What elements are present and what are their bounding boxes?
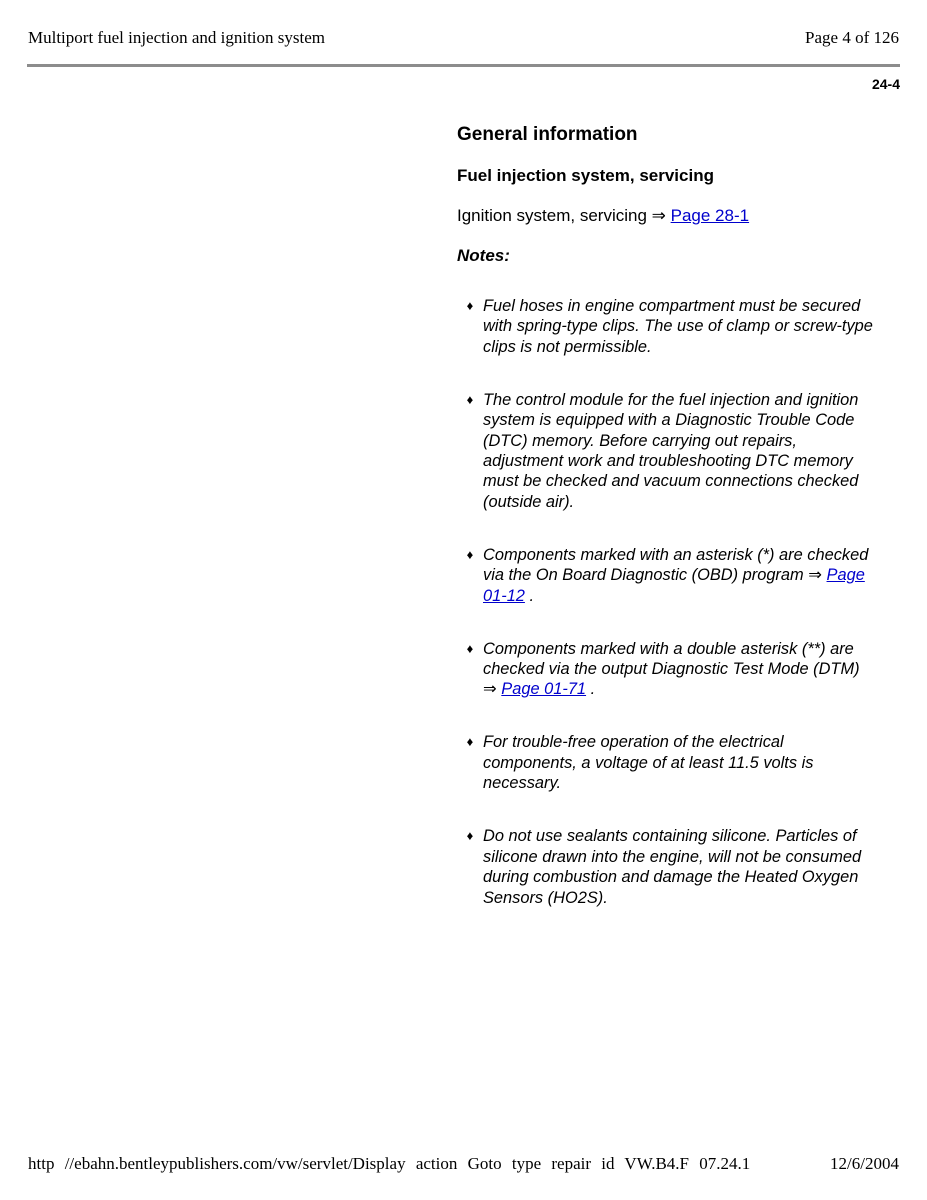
note-item-sealants <box>457 826 877 908</box>
note-text-body: Components marked with an asterisk (*) are checked via the On Board Diagnostic (OBD) program <box>483 545 869 585</box>
note-text: Do not use sealants containing silicone. Particles of silicone drawn into the engine, will not be consumed during combustion and damage the Heated Oxygen Sensors (HO2S). <box>483 827 862 907</box>
footer-url: http //ebahn.bentleypublishers.com/vw/servlet/Display action Goto type repair id VW.B4.F 07.24.1 <box>28 1154 751 1173</box>
note-item-control-module <box>457 390 877 512</box>
notes-label: Notes: <box>457 246 510 265</box>
section-subheading: Fuel injection system, servicing <box>457 166 714 185</box>
arrow-right-icon: ⇒ <box>808 566 822 585</box>
diamond-bullet-icon: ♦ <box>466 546 474 562</box>
note-item-dtm-components <box>457 639 877 700</box>
note-text <box>483 545 877 606</box>
ignition-page-link[interactable]: Page 28-1 <box>670 206 750 225</box>
note-item-voltage <box>457 732 877 793</box>
arrow-right-icon: ⇒ <box>483 680 497 699</box>
page-heading: General information <box>457 124 638 145</box>
notes-list <box>457 296 877 908</box>
arrow-right-icon: ⇒ <box>651 206 666 225</box>
header-divider <box>27 64 900 67</box>
note-text: For trouble-free operation of the electrical components, a voltage of at least 11.5 volts is necessary. <box>483 733 814 793</box>
section-number: 24-4 <box>871 76 900 92</box>
obd-page-link[interactable]: Page 01-12 <box>483 566 865 605</box>
note-text: Fuel hoses in engine compartment must be secured with spring-type clips. The use of clamp or screw-type clips is not permissible. <box>483 297 873 356</box>
note-text <box>483 639 877 700</box>
page-counter: Page 4 of 126 <box>805 28 899 47</box>
note-text-body: Components marked with a double asterisk (**) are checked via the output Diagnostic Test Mode (DTM) <box>483 639 860 679</box>
diamond-bullet-icon: ♦ <box>466 828 474 844</box>
note-text-tail: . <box>529 586 535 605</box>
document-title: Multiport fuel injection and ignition system <box>28 28 325 47</box>
ignition-reference <box>457 206 877 226</box>
main-content <box>457 123 877 908</box>
diamond-bullet-icon: ♦ <box>466 298 474 313</box>
diamond-bullet-icon: ♦ <box>466 734 474 750</box>
diamond-bullet-icon: ♦ <box>466 391 474 407</box>
note-item-obd-components <box>457 545 877 606</box>
footer-date: 12/6/2004 <box>830 1154 899 1173</box>
note-text: The control module for the fuel injection and ignition system is equipped with a Diagnostic Trouble Code (DTC) memory. Before carrying out repairs, adjustment work and troubleshooting DTC memory must be checked and vacuum connections checked (outside air). <box>483 390 859 511</box>
ignition-reference-text: Ignition system, servicing <box>457 206 647 225</box>
note-item-fuel-hoses <box>457 296 877 357</box>
note-text-tail: . <box>590 680 596 699</box>
dtm-page-link[interactable]: Page 01-71 <box>501 680 587 699</box>
diamond-bullet-icon: ♦ <box>466 640 474 656</box>
